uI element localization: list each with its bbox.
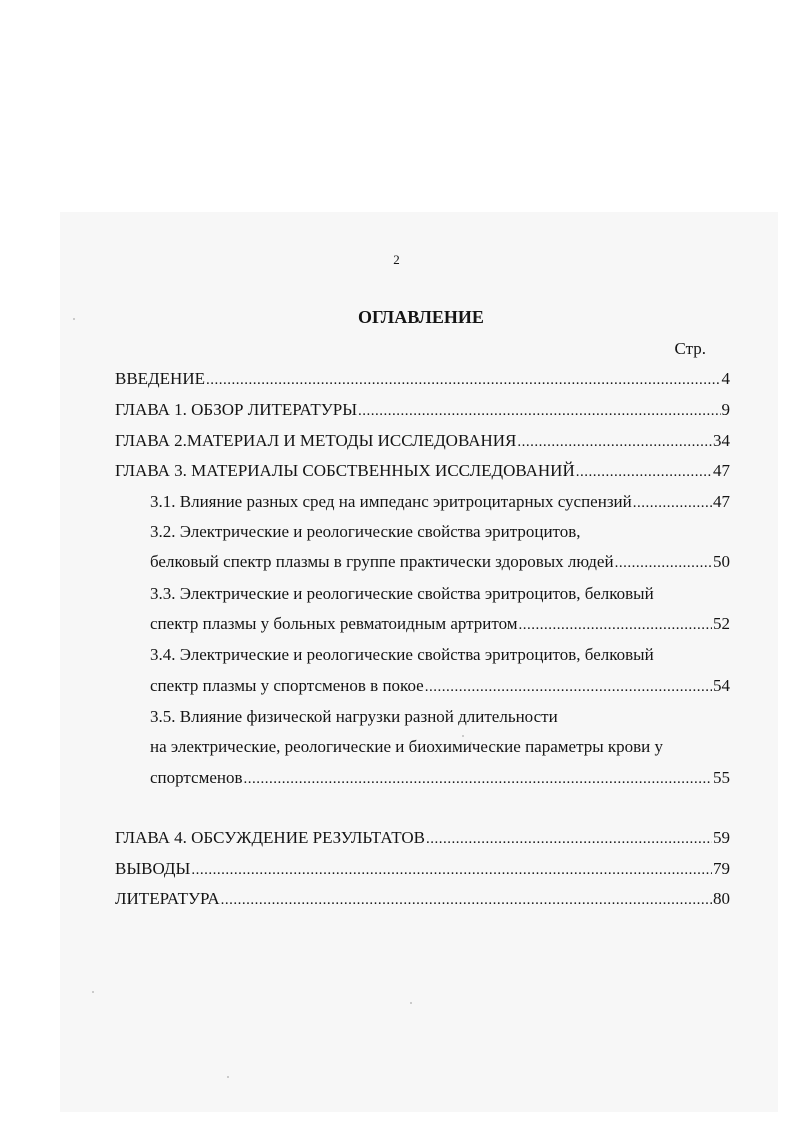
dot-leader <box>221 889 712 911</box>
toc-entry-label: ВВЕДЕНИЕ <box>115 369 205 388</box>
toc-entry-label: ГЛАВА 1. ОБЗОР ЛИТЕРАТУРЫ <box>115 400 358 419</box>
dot-leader <box>358 400 720 422</box>
toc-entry-page: 80 <box>713 889 730 908</box>
scan-speck <box>227 1076 229 1078</box>
toc-entry-page: 54 <box>713 676 730 695</box>
toc-entry-section-3-5-line-2: на электрические, реологические и биохимические параметры крови у <box>150 737 664 756</box>
toc-entry-chapter-3 <box>115 460 730 483</box>
dot-leader <box>425 676 712 698</box>
toc-entry-section-3-4-line-1: 3.4. Электрические и реологические свойства эритроцитов, белковый <box>150 645 654 664</box>
dot-leader <box>615 552 712 574</box>
toc-entry-label: спектр плазмы у больных ревматоидным артритом <box>150 614 518 633</box>
page-number: 2 <box>393 252 400 267</box>
toc-entry-label: ГЛАВА 4. ОБСУЖДЕНИЕ РЕЗУЛЬТАТОВ <box>115 828 425 847</box>
toc-entry-conclusions <box>115 858 730 881</box>
toc-entry-label: ГЛАВА 3. МАТЕРИАЛЫ СОБСТВЕННЫХ ИССЛЕДОВАНИЙ <box>115 461 575 480</box>
toc-entry-label: ВЫВОДЫ <box>115 859 191 878</box>
toc-entry-page: 50 <box>713 552 730 571</box>
dot-leader <box>426 828 712 850</box>
toc-entry-page: 55 <box>713 768 730 787</box>
toc-entry-label: ГЛАВА 2.МАТЕРИАЛ И МЕТОДЫ ИССЛЕДОВАНИЯ <box>115 431 517 450</box>
toc-entry-page: 59 <box>713 828 730 847</box>
toc-entry-section-3-5-line-1: 3.5. Влияние физической нагрузки разной длительности <box>150 707 558 726</box>
toc-entry-page: 9 <box>721 400 730 419</box>
dot-leader <box>576 461 712 483</box>
dot-leader <box>191 859 712 881</box>
toc-entry-label: белковый спектр плазмы в группе практически здоровых людей <box>150 552 614 571</box>
toc-entry-page: 79 <box>713 859 730 878</box>
toc-entry-section-3-2 <box>150 551 730 574</box>
toc-entry-page: 34 <box>713 431 730 450</box>
scan-speck <box>92 991 94 993</box>
toc-title: ОГЛАВЛЕНИЕ <box>358 307 484 327</box>
toc-entry-chapter-2 <box>115 430 730 453</box>
toc-entry-section-3-1 <box>150 491 730 514</box>
toc-entry-page: 4 <box>721 369 730 388</box>
toc-entry-literature <box>115 888 730 911</box>
toc-entry-section-3-3 <box>150 613 730 636</box>
toc-entry-label: спектр плазмы у спортсменов в покое <box>150 676 424 695</box>
toc-entry-page: 47 <box>713 492 730 511</box>
toc-entry-page: 52 <box>713 614 730 633</box>
scan-speck <box>410 1002 412 1004</box>
toc-entry-label: ЛИТЕРАТУРА <box>115 889 220 908</box>
toc-entry-label: 3.1. Влияние разных сред на импеданс эритроцитарных суспензий <box>150 492 632 511</box>
toc-pages-header: Стр. <box>674 339 706 358</box>
dot-leader <box>633 492 712 514</box>
toc-entry-section-3-2-line-1: 3.2. Электрические и реологические свойства эритроцитов, <box>150 522 581 541</box>
dot-leader <box>519 614 712 636</box>
toc-entry-introduction <box>115 368 730 391</box>
toc-entry-chapter-4 <box>115 827 730 850</box>
toc-entry-section-3-3-line-1: 3.3. Электрические и реологические свойства эритроцитов, белковый <box>150 584 654 603</box>
toc-entry-label: спортсменов <box>150 768 243 787</box>
toc-entry-page: 47 <box>713 461 730 480</box>
dot-leader <box>244 768 712 790</box>
toc-entry-chapter-1 <box>115 399 730 422</box>
toc-entry-section-3-5 <box>150 767 730 790</box>
dot-leader <box>206 369 721 391</box>
dot-leader <box>517 431 712 453</box>
toc-entry-section-3-4 <box>150 675 730 698</box>
